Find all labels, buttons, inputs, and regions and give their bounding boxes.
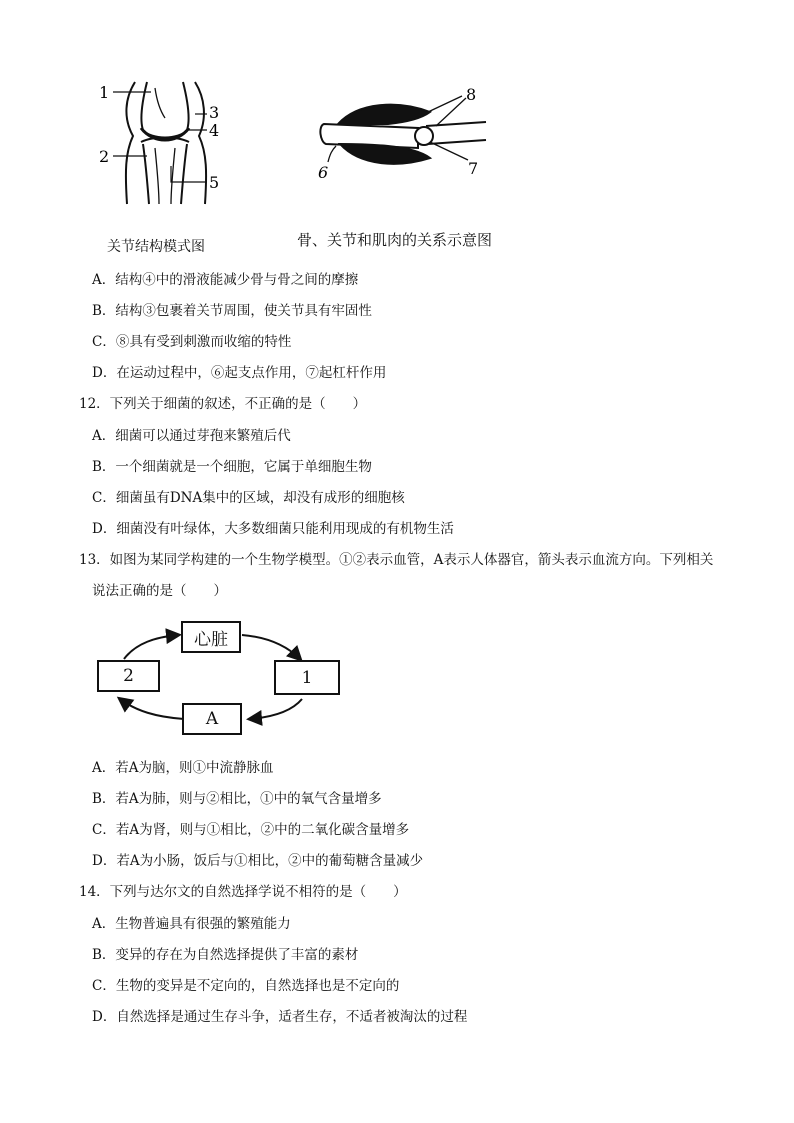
joint-caption: 关节结构模式图 bbox=[107, 239, 205, 255]
q14-option-a: A．生物普遍具有很强的繁殖能力 bbox=[92, 916, 291, 932]
vessel-1-box: 1 bbox=[274, 660, 340, 695]
q13-stem-line1: 13．如图为某同学构建的一个生物学模型。①②表示血管，A表示人体器官，箭头表示血流方向。下列相关 bbox=[79, 552, 714, 568]
q11-option-b: B．结构③包裹着关节周围，使关节具有牢固性 bbox=[92, 303, 372, 319]
q12-stem: 12．下列关于细菌的叙述，不正确的是（ ） bbox=[79, 396, 367, 412]
vessel-2-box: 2 bbox=[97, 660, 160, 692]
q13-option-d: D．若A为小肠，饭后与①相比，②中的葡萄糖含量减少 bbox=[92, 853, 424, 869]
muscle-label-6: 6 bbox=[318, 163, 329, 182]
q13-option-b: B．若A为肺，则与②相比，①中的氧气含量增多 bbox=[92, 791, 382, 807]
joint-label-4: 4 bbox=[209, 121, 220, 140]
q11-option-c: C．⑧具有受到刺激而收缩的特性 bbox=[92, 334, 292, 350]
q12-option-d: D．细菌没有叶绿体，大多数细菌只能利用现成的有机物生活 bbox=[92, 521, 454, 537]
joint-label-2: 2 bbox=[99, 147, 110, 166]
q13-stem-line2: 说法正确的是（ ） bbox=[92, 583, 227, 599]
q12-option-c: C．细菌虽有DNA集中的区域，却没有成形的细胞核 bbox=[92, 490, 405, 506]
heart-box: 心脏 bbox=[181, 621, 241, 653]
joint-label-5: 5 bbox=[209, 173, 220, 192]
muscle-label-8: 8 bbox=[466, 85, 477, 104]
q13-option-c: C．若A为肾，则与①相比，②中的二氧化碳含量增多 bbox=[92, 822, 410, 838]
q11-option-a: A．结构④中的滑液能减少骨与骨之间的摩擦 bbox=[92, 272, 359, 288]
muscle-diagram bbox=[318, 82, 490, 182]
muscle-caption: 骨、关节和肌肉的关系示意图 bbox=[297, 231, 493, 249]
q14-option-b: B．变异的存在为自然选择提供了丰富的素材 bbox=[92, 947, 359, 963]
muscle-label-7: 7 bbox=[468, 159, 479, 178]
joint-label-3: 3 bbox=[209, 103, 220, 122]
q12-option-b: B．一个细菌就是一个细胞，它属于单细胞生物 bbox=[92, 459, 372, 475]
joint-diagram bbox=[95, 78, 235, 213]
organ-a-box: A bbox=[182, 703, 242, 735]
q13-option-a: A．若A为脑，则①中流静脉血 bbox=[92, 760, 274, 776]
q11-option-d: D．在运动过程中，⑥起支点作用，⑦起杠杆作用 bbox=[92, 365, 387, 381]
joint-label-1: 1 bbox=[99, 83, 110, 102]
q14-option-c: C．生物的变异是不定向的，自然选择也是不定向的 bbox=[92, 978, 400, 994]
q12-option-a: A．细菌可以通过芽孢来繁殖后代 bbox=[92, 428, 291, 444]
q14-option-d: D．自然选择是通过生存斗争，适者生存，不适者被淘汰的过程 bbox=[92, 1009, 468, 1025]
q14-stem: 14．下列与达尔文的自然选择学说不相符的是（ ） bbox=[79, 884, 407, 900]
